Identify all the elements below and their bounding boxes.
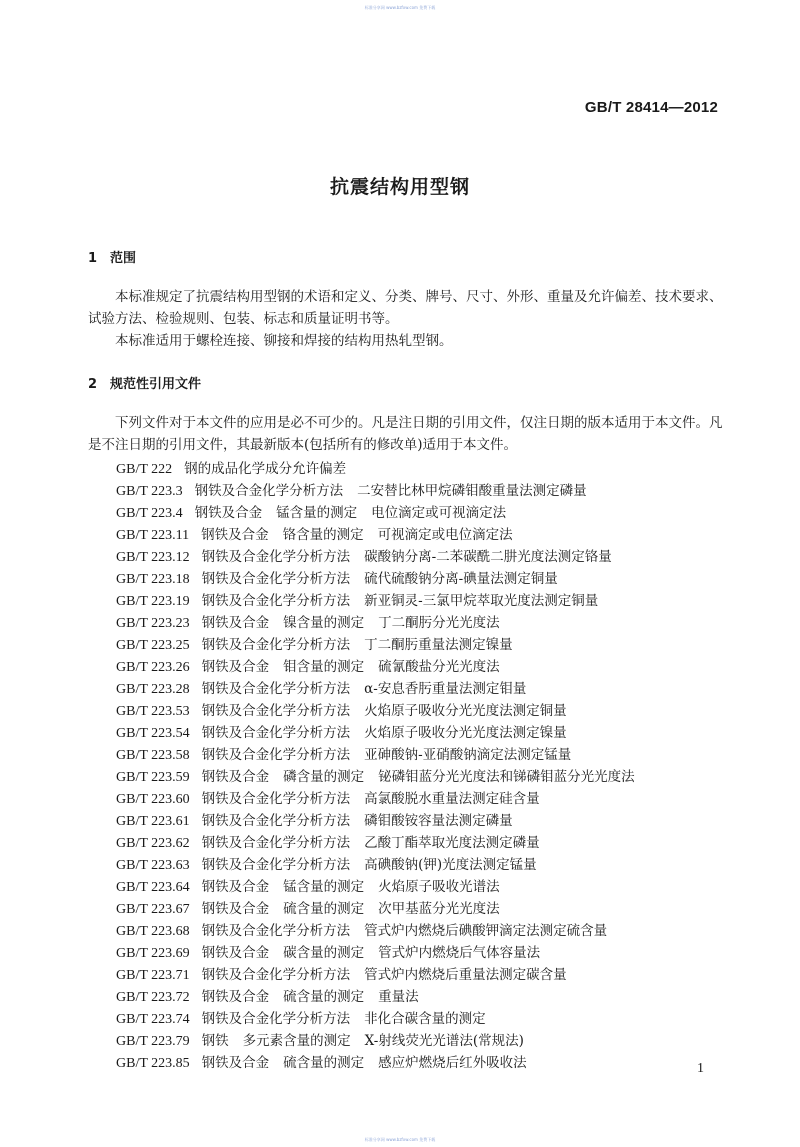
- section-1-heading: [88, 247, 136, 266]
- reference-title-part: 硫氰酸盐分光光度法: [378, 659, 500, 675]
- reference-title-part: 钢铁及合金: [201, 769, 270, 785]
- reference-title-part: 钢铁及合金: [201, 615, 270, 631]
- reference-item: [116, 964, 649, 986]
- reference-code: GB/T 223.23: [116, 616, 190, 631]
- reference-code: GB/T 223.67: [116, 902, 190, 917]
- reference-title-part: 铋磷钼蓝分光光度法和锑磷钼蓝分光光度法: [378, 769, 635, 785]
- reference-item: [116, 920, 649, 942]
- reference-title-part: 钢铁及合金化学分析方法: [201, 813, 351, 829]
- reference-title-part: α-安息香肟重量法测定钼量: [364, 681, 527, 697]
- reference-title-part: 高碘酸钠(钾)光度法测定锰量: [364, 857, 537, 873]
- reference-title-part: 钢铁及合金化学分析方法: [201, 725, 351, 741]
- reference-title-part: 钢的成品化学成分允许偏差: [184, 461, 347, 477]
- reference-title-part: 钢铁及合金化学分析方法: [201, 549, 351, 565]
- reference-item: [116, 810, 649, 832]
- reference-code: GB/T 223.85: [116, 1056, 190, 1071]
- references-intro-paragraph: 下列文件对于本文件的应用是必不可少的。凡是注日期的引用文件，仅注日期的版本适用于本文件。凡是不注日期的引用文件，其最新版本(包括所有的修改单)适用于本文件。: [88, 415, 723, 453]
- reference-code: GB/T 223.69: [116, 946, 190, 961]
- reference-code: GB/T 223.18: [116, 572, 190, 587]
- reference-title-part: 钢铁及合金化学分析方法: [201, 967, 351, 983]
- reference-title-part: 磷含量的测定: [283, 769, 365, 785]
- reference-title-part: 锰含量的测定: [276, 505, 358, 521]
- reference-title-part: 钢铁及合金: [201, 879, 270, 895]
- reference-title-part: 钢铁及合金化学分析方法: [201, 703, 351, 719]
- reference-code: GB/T 223.26: [116, 660, 190, 675]
- reference-title-part: 钢铁及合金化学分析方法: [201, 747, 351, 763]
- reference-item: [116, 458, 649, 480]
- reference-item: [116, 524, 649, 546]
- reference-title-part: 钢铁: [201, 1033, 229, 1049]
- reference-item: [116, 788, 649, 810]
- reference-code: GB/T 223.53: [116, 704, 190, 719]
- reference-title-part: 钢铁及合金: [201, 659, 270, 675]
- reference-item: [116, 656, 649, 678]
- reference-item: [116, 700, 649, 722]
- reference-title-part: 非化合碳含量的测定: [364, 1011, 486, 1027]
- reference-title-part: 硫含量的测定: [283, 989, 365, 1005]
- reference-item: [116, 612, 649, 634]
- reference-title-part: 多元素含量的测定: [242, 1033, 351, 1049]
- reference-title-part: 钢铁及合金化学分析方法: [194, 483, 344, 499]
- normative-references-list: [116, 458, 649, 1074]
- reference-item: [116, 1030, 649, 1052]
- document-title: 抗震结构用型钢: [329, 176, 470, 198]
- reference-title-part: 锰含量的测定: [283, 879, 365, 895]
- reference-title-part: 钢铁及合金化学分析方法: [201, 571, 351, 587]
- reference-item: [116, 678, 649, 700]
- reference-code: GB/T 223.54: [116, 726, 190, 741]
- reference-item: [116, 546, 649, 568]
- section-number: 1: [88, 251, 98, 266]
- reference-title-part: 次甲基蓝分光光度法: [378, 901, 500, 917]
- reference-code: GB/T 223.62: [116, 836, 190, 851]
- reference-title-part: 硫含量的测定: [283, 901, 365, 917]
- reference-item: [116, 986, 649, 1008]
- page-number: 1: [697, 1061, 704, 1076]
- reference-title-part: 钢铁及合金化学分析方法: [201, 923, 351, 939]
- reference-title-part: 管式炉内燃烧后碘酸钾滴定法测定硫含量: [364, 923, 608, 939]
- reference-title-part: 电位滴定或可视滴定法: [371, 505, 507, 521]
- scope-paragraph-1: 本标准规定了抗震结构用型钢的术语和定义、分类、牌号、尺寸、外形、重量及允许偏差、技术要求、试验方法、检验规则、包装、标志和质量证明书等。: [88, 289, 723, 327]
- reference-code: GB/T 223.72: [116, 990, 190, 1005]
- reference-title-part: 硫含量的测定: [283, 1055, 365, 1071]
- reference-title-part: 磷钼酸铵容量法测定磷量: [364, 813, 513, 829]
- reference-title-part: X-射线荧光光谱法(常规法): [364, 1033, 524, 1049]
- reference-title-part: 钢铁及合金化学分析方法: [201, 1011, 351, 1027]
- reference-title-part: 钢铁及合金: [201, 901, 270, 917]
- reference-code: GB/T 223.3: [116, 484, 183, 499]
- reference-item: [116, 722, 649, 744]
- reference-code: GB/T 223.19: [116, 594, 190, 609]
- reference-code: GB/T 223.64: [116, 880, 190, 895]
- reference-title-part: 亚砷酸钠-亚硝酸钠滴定法测定锰量: [364, 747, 572, 763]
- reference-title-part: 钢铁及合金: [201, 989, 270, 1005]
- reference-code: GB/T 223.63: [116, 858, 190, 873]
- reference-title-part: 钢铁及合金: [201, 527, 269, 543]
- reference-item: [116, 744, 649, 766]
- reference-item: [116, 480, 649, 502]
- reference-code: GB/T 223.28: [116, 682, 190, 697]
- reference-code: GB/T 223.59: [116, 770, 190, 785]
- reference-title-part: 硫代硫酸钠分离-碘量法测定铜量: [364, 571, 558, 587]
- section-2-heading: [88, 373, 201, 392]
- reference-title-part: 高氯酸脱水重量法测定硅含量: [364, 791, 540, 807]
- reference-code: GB/T 223.4: [116, 506, 183, 521]
- reference-item: [116, 502, 649, 524]
- reference-code: GB/T 223.74: [116, 1012, 190, 1027]
- reference-title-part: 感应炉燃烧后红外吸收法: [378, 1055, 527, 1071]
- reference-item: [116, 766, 649, 788]
- scope-paragraph-2: 本标准适用于螺栓连接、铆接和焊接的结构用热轧型钢。: [115, 333, 453, 349]
- reference-code: GB/T 223.11: [116, 528, 190, 543]
- reference-code: GB/T 223.61: [116, 814, 190, 829]
- reference-code: GB/T 223.25: [116, 638, 190, 653]
- reference-title-part: 钢铁及合金化学分析方法: [201, 857, 351, 873]
- reference-title-part: 铬含量的测定: [282, 527, 364, 543]
- reference-title-part: 钢铁及合金化学分析方法: [201, 791, 351, 807]
- reference-title-part: 钢铁及合金化学分析方法: [201, 835, 351, 851]
- reference-title-part: 钢铁及合金: [194, 505, 263, 521]
- reference-title-part: 钢铁及合金化学分析方法: [201, 593, 351, 609]
- reference-title-part: 管式炉内燃烧后气体容量法: [378, 945, 541, 961]
- reference-title-part: 丁二酮肟重量法测定镍量: [364, 637, 513, 653]
- reference-item: [116, 898, 649, 920]
- reference-title-part: 钢铁及合金化学分析方法: [201, 637, 351, 653]
- reference-item: [116, 876, 649, 898]
- reference-title-part: 可视滴定或电位滴定法: [377, 527, 513, 543]
- standard-number: GB/T 28414—2012: [584, 99, 718, 116]
- reference-title-part: 钼含量的测定: [283, 659, 365, 675]
- section-title: 规范性引用文件: [110, 377, 202, 392]
- reference-title-part: 火焰原子吸收分光光度法测定铜量: [364, 703, 567, 719]
- reference-title-part: 新亚铜灵-三氯甲烷萃取光度法测定铜量: [364, 593, 599, 609]
- watermark-bottom: 标准分享网 www.bzfxw.com 免费下载: [364, 1137, 436, 1142]
- reference-title-part: 碳含量的测定: [283, 945, 365, 961]
- reference-title-part: 重量法: [378, 989, 419, 1005]
- reference-title-part: 二安替比林甲烷磷钼酸重量法测定磷量: [357, 483, 587, 499]
- reference-item: [116, 634, 649, 656]
- section-number: 2: [88, 377, 98, 392]
- reference-item: [116, 942, 649, 964]
- watermark-top: 标准分享网 www.bzfxw.com 免费下载: [364, 5, 436, 10]
- reference-code: GB/T 223.79: [116, 1034, 190, 1049]
- reference-title-part: 钢铁及合金化学分析方法: [201, 681, 351, 697]
- reference-title-part: 碳酸钠分离-二苯碳酰二肼光度法测定铬量: [364, 549, 612, 565]
- reference-title-part: 镍含量的测定: [283, 615, 365, 631]
- reference-code: GB/T 223.71: [116, 968, 190, 983]
- reference-code: GB/T 223.58: [116, 748, 190, 763]
- reference-item: [116, 1052, 649, 1074]
- reference-title-part: 钢铁及合金: [201, 1055, 270, 1071]
- reference-code: GB/T 223.68: [116, 924, 190, 939]
- reference-title-part: 丁二酮肟分光光度法: [378, 615, 500, 631]
- reference-code: GB/T 223.60: [116, 792, 190, 807]
- reference-title-part: 火焰原子吸收分光光度法测定镍量: [364, 725, 567, 741]
- reference-item: [116, 568, 649, 590]
- reference-code: GB/T 223.12: [116, 550, 190, 565]
- reference-item: [116, 590, 649, 612]
- reference-title-part: 管式炉内燃烧后重量法测定碳含量: [364, 967, 567, 983]
- reference-item: [116, 1008, 649, 1030]
- reference-title-part: 钢铁及合金: [201, 945, 270, 961]
- reference-code: GB/T 222: [116, 462, 173, 477]
- section-title: 范围: [110, 251, 137, 266]
- reference-title-part: 火焰原子吸收光谱法: [378, 879, 500, 895]
- reference-item: [116, 832, 649, 854]
- reference-item: [116, 854, 649, 876]
- reference-title-part: 乙酸丁酯萃取光度法测定磷量: [364, 835, 540, 851]
